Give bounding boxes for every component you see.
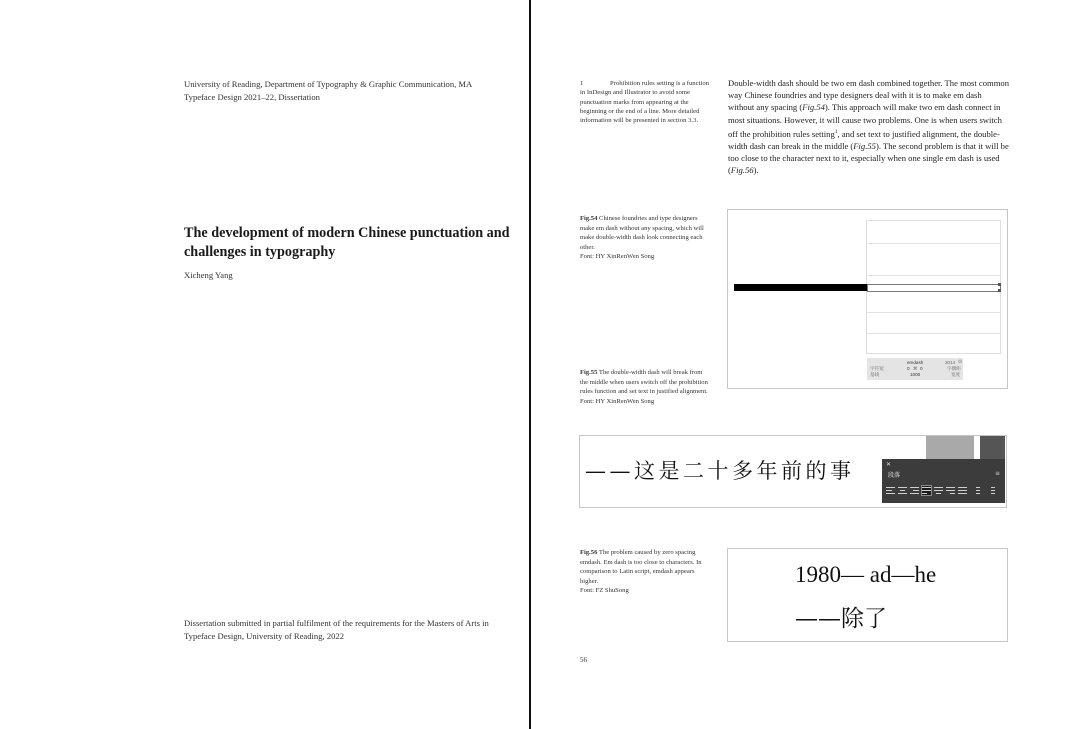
caption-text: Chinese foundries and type designers make em dash without any spacing, which will make double-width dash look connecting each other.	[580, 215, 704, 251]
caption-font: Font: HY XinRenWen Song	[580, 397, 655, 405]
justify-icon	[922, 486, 931, 495]
page-number: 56	[580, 656, 587, 664]
figure-reference: Fig.54	[802, 102, 825, 113]
justify-center-icon	[934, 486, 943, 495]
body-paragraph	[728, 77, 1010, 176]
close-icon: ✕	[886, 462, 892, 468]
running-header: University of Reading, Department of Typography & Graphic Communication, MA Typeface Design 2021–22, Dissertation	[184, 79, 472, 102]
footnote-text: Prohibition rules setting is a function in InDesign and Illustrator to avoid some punctuation marks from appearing at the beginning or the end of a line. More detailed information will be presented in section 3.3.	[580, 80, 710, 125]
body-text-part: ).	[753, 165, 759, 176]
footnote	[580, 79, 710, 125]
chinese-sample-line: ——除了	[795, 606, 887, 632]
info-icon: ⊙	[958, 359, 963, 365]
panel-label: 字符宽	[870, 366, 884, 371]
paragraph-tab: 段落	[888, 472, 901, 479]
latin-sample-line: 1980— ad—he	[795, 562, 937, 587]
frame-guide-line	[867, 243, 1000, 244]
menu-icon: ≡	[994, 470, 1000, 477]
body-text-part: ). The second problem is that it will be too close to the character next to it, especially when one single em dash is used (	[728, 140, 1009, 176]
footnote-number: 1	[580, 80, 584, 87]
caption-font: Font: FZ ShuSong	[580, 587, 629, 594]
em-dash-glyph-filled	[734, 284, 867, 291]
body-text-part: , and set text to justified alignment, the double-width dash can break in the middle (	[728, 128, 1000, 151]
align-away-spine-icon	[986, 486, 995, 495]
fig56-illustration	[727, 548, 1008, 642]
lock-icon: ⌘	[913, 366, 918, 371]
align-spine-icon	[976, 486, 985, 495]
glyph-info-panel	[867, 358, 963, 380]
thesis-title: The development of modern Chinese punctuation and challenges in typography	[184, 225, 510, 260]
em-dash-glyph-outline	[867, 284, 1001, 292]
body-text-part: Double-width dash should be two em dash combined together. The most common way Chinese foundries and type designers deal with it is to make em dash without any spacing (	[728, 78, 1010, 113]
left-page	[0, 0, 529, 729]
glyph-name: emdash	[907, 360, 924, 365]
right-page	[531, 0, 1080, 729]
panel-value: 0	[920, 366, 923, 371]
submission-statement: Dissertation submitted in partial fulfilment of the requirements for the Masters of Arts in Typeface Design, University of Reading, 2022	[184, 618, 489, 641]
frame-guide-line	[867, 312, 1000, 313]
caption-text: The problem caused by zero spacing emdash. Em dash is too close to characters. In comparison to Latin script, emdash appears higher.	[580, 549, 702, 585]
figure-label: Fig.56	[580, 549, 598, 556]
align-left-icon	[886, 486, 895, 495]
figure-caption-54	[580, 214, 712, 262]
figure-caption-56	[580, 548, 712, 596]
panel-value: 0	[907, 366, 910, 371]
align-right-icon	[910, 486, 919, 495]
frame-guide-line	[867, 275, 1000, 276]
panel-label: 字偶距	[947, 366, 961, 371]
panel-label: 宽度	[951, 372, 961, 377]
glyph-code: 2014	[945, 360, 956, 365]
figure-reference: Fig.55	[853, 140, 876, 151]
figure-label: Fig.55	[580, 369, 598, 376]
panel-label: 基线	[870, 372, 880, 377]
footnote-marker: 1	[834, 128, 838, 135]
caption-text: The double-width dash will break from the middle when users switch off the prohibition rules function and set text in justified alignment.	[580, 369, 708, 395]
selection-handle	[998, 289, 1001, 292]
figure-label: Fig.54	[580, 215, 598, 222]
ui-dark-block	[980, 436, 1005, 459]
justify-right-icon	[946, 486, 955, 495]
author-name: Xicheng Yang	[184, 270, 233, 280]
paragraph-panel	[882, 459, 1005, 503]
align-center-icon	[898, 486, 907, 495]
figure-reference: Fig.56	[730, 165, 754, 176]
panel-value: 1000	[910, 372, 921, 377]
selection-handle	[998, 283, 1001, 286]
body-text-part: ). This approach will make two em dash connect in most situations. However, it will cause two problems. One is when users switch off the prohibition rules setting	[728, 102, 1002, 139]
frame-guide-line	[867, 333, 1000, 334]
sample-chinese-text: ——这是二十多年前的事	[585, 459, 855, 483]
ui-gray-block	[926, 436, 974, 459]
caption-font: Font: HY XinRenWen Song	[580, 253, 655, 260]
fig54-illustration	[727, 209, 1008, 389]
justify-all-icon	[958, 486, 967, 495]
figure-caption-55	[580, 368, 712, 406]
justified-text-screenshot	[579, 435, 1007, 508]
